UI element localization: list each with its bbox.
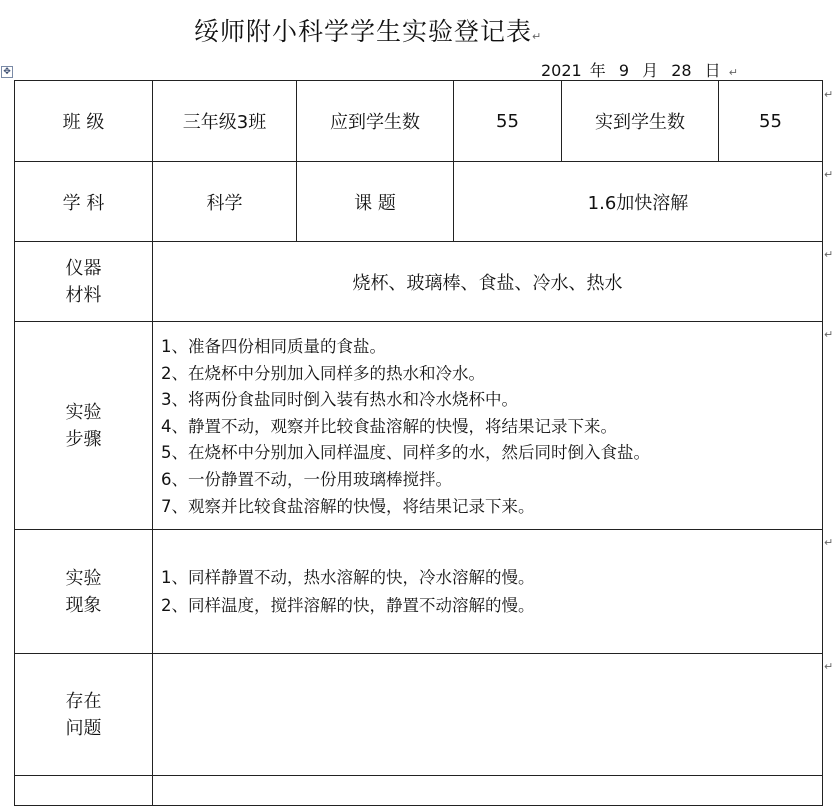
- date-line: [541, 58, 746, 81]
- table-row: [15, 322, 823, 530]
- date-year-unit: 年: [589, 61, 606, 80]
- equipment-value[interactable]: 烧杯、玻璃棒、食盐、冷水、热水: [153, 242, 823, 322]
- phenomena-label-line: 实验: [65, 567, 102, 589]
- issues-label: [15, 654, 153, 776]
- steps-label-line: 步骤: [65, 428, 102, 450]
- row-end-mark: ↵: [824, 660, 834, 673]
- actual-students-value[interactable]: 55: [719, 81, 823, 162]
- phenomenon-item: 2、同样温度，搅拌溶解的快，静置不动溶解的慢。: [161, 595, 535, 615]
- paragraph-mark: ↵: [532, 30, 543, 43]
- steps-label: [15, 322, 153, 530]
- paragraph-mark: ↵: [728, 66, 738, 79]
- topic-value[interactable]: 1.6加快溶解: [454, 162, 823, 242]
- row-end-mark: ↵: [824, 328, 834, 341]
- title-text: 绥师附小科学学生实验登记表: [194, 17, 533, 46]
- subject-label: 学 科: [15, 162, 153, 242]
- phenomena-label: [15, 530, 153, 654]
- subject-value[interactable]: 科学: [153, 162, 297, 242]
- row-end-mark: ↵: [824, 88, 834, 101]
- steps-cell[interactable]: [153, 322, 823, 530]
- phenomena-cell[interactable]: [153, 530, 823, 654]
- issues-label-line: 问题: [65, 717, 102, 739]
- experiment-table: [14, 80, 823, 806]
- step-item: 6、一份静置不动，一份用玻璃棒搅拌。: [161, 469, 452, 489]
- equipment-label-line: 仪器: [65, 257, 102, 279]
- issues-label-line: 存在: [65, 690, 102, 712]
- table-row: [15, 162, 823, 242]
- table-row: [15, 81, 823, 162]
- empty-cell: [153, 776, 823, 806]
- table-move-handle-icon[interactable]: ✥: [1, 66, 13, 78]
- step-item: 1、准备四份相同质量的食盐。: [161, 337, 386, 356]
- actual-students-label: 实到学生数: [562, 81, 719, 162]
- table-row: [15, 530, 823, 654]
- expected-students-label: 应到学生数: [297, 81, 454, 162]
- date-day-unit: 日: [704, 61, 721, 80]
- phenomenon-item: 1、同样静置不动，热水溶解的快，冷水溶解的慢。: [161, 567, 535, 587]
- step-item: 7、观察并比较食盐溶解的快慢，将结果记录下来。: [161, 496, 535, 516]
- date-year: 2021: [541, 61, 582, 80]
- step-item: 5、在烧杯中分别加入同样温度、同样多的水，然后同时倒入食盐。: [161, 443, 650, 463]
- empty-cell: [15, 776, 153, 806]
- date-month-unit: 月: [642, 61, 659, 80]
- phenomena-label-line: 现象: [65, 594, 102, 616]
- row-end-mark: ↵: [824, 248, 834, 261]
- table-row: [15, 242, 823, 322]
- row-end-mark: ↵: [824, 536, 834, 549]
- equipment-label: [15, 242, 153, 322]
- date-month: 9: [618, 61, 630, 80]
- table-row: [15, 654, 823, 776]
- step-item: 4、静置不动，观察并比较食盐溶解的快慢，将结果记录下来。: [161, 416, 617, 436]
- steps-label-line: 实验: [65, 401, 102, 423]
- equipment-label-line: 材料: [65, 284, 102, 306]
- issues-value[interactable]: [153, 654, 823, 776]
- step-item: 2、在烧杯中分别加入同样多的热水和冷水。: [161, 363, 485, 383]
- table-row: [15, 776, 823, 806]
- date-day: 28: [671, 61, 692, 80]
- class-value[interactable]: 三年级3班: [153, 81, 297, 162]
- row-end-mark: ↵: [824, 168, 834, 181]
- class-label: 班 级: [15, 81, 153, 162]
- step-item: 3、将两份食盐同时倒入装有热水和冷水烧杯中。: [161, 390, 518, 410]
- page-title: [194, 12, 542, 48]
- expected-students-value[interactable]: 55: [454, 81, 562, 162]
- topic-label: 课 题: [297, 162, 454, 242]
